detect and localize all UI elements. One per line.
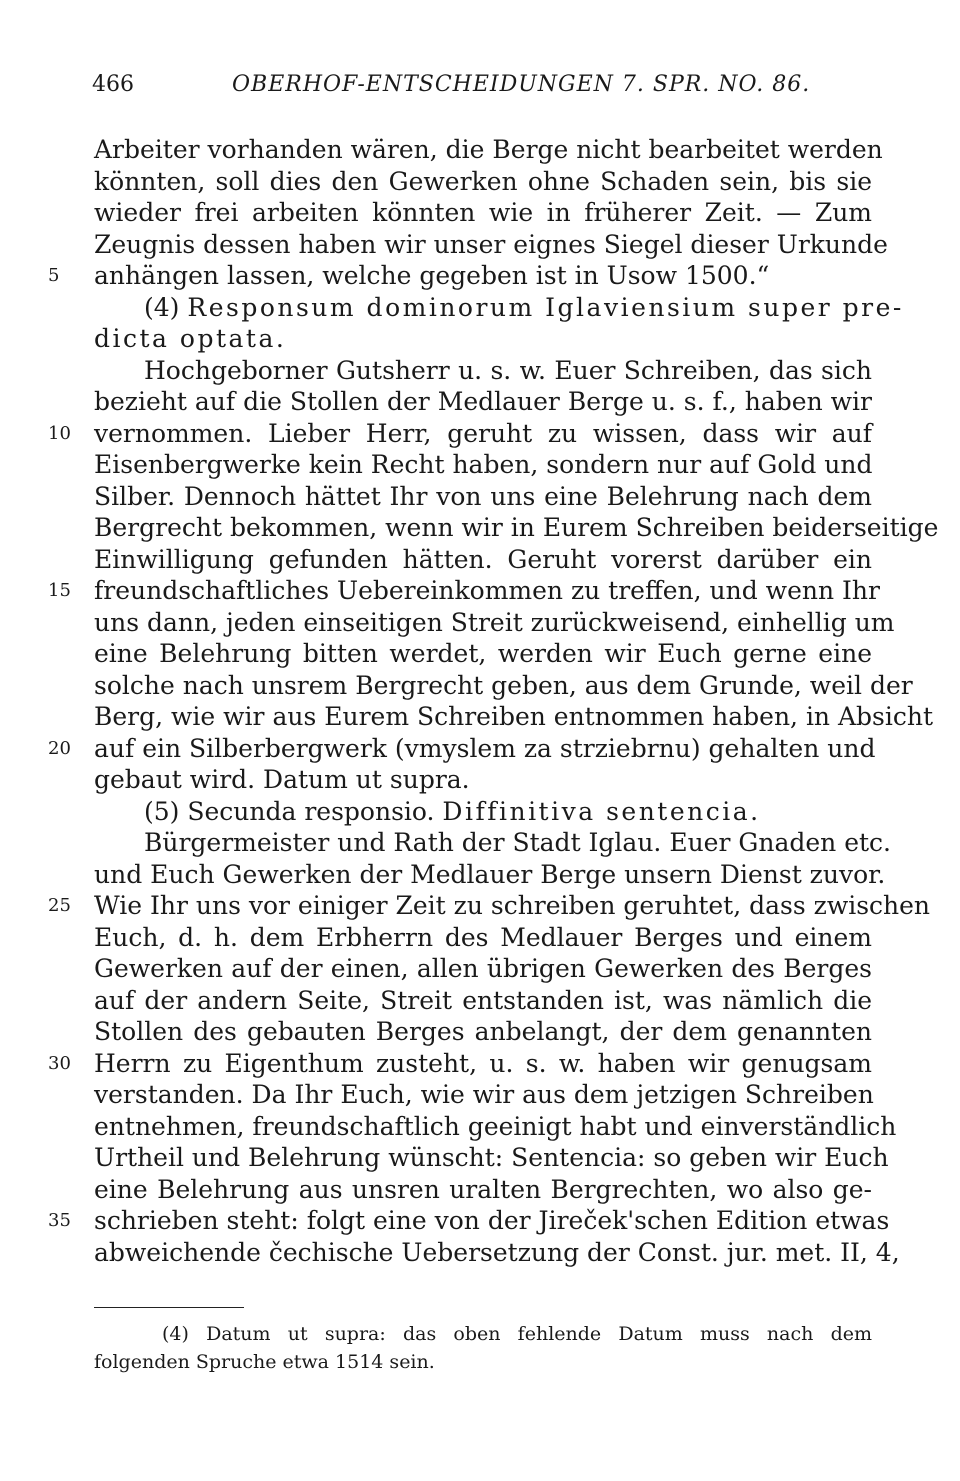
footnote-line: folgenden Spruche etwa 1514 sein. [94, 1351, 435, 1373]
footnote [94, 1320, 872, 1376]
text-line: 35 schrieben steht: folgt eine von der Jireček'schen Edition etwas [48, 1206, 890, 1235]
text-line: 25 Wie Ihr uns vor einiger Zeit zu schreiben geruhtet, dass zwischen [48, 891, 931, 920]
text-line: verstanden. Da Ihr Euch, wie wir aus dem jetzigen Schreiben [94, 1080, 874, 1109]
footnote-rule [94, 1307, 244, 1308]
text-line: uns dann, jeden einseitigen Streit zurückweisend, einhellig um [94, 607, 895, 637]
section-heading: (5) Secunda responsio. Diffinitiva sentencia. [144, 796, 761, 826]
text-line: eine Belehrung aus unsren uralten Bergrechten, wo also ge- [94, 1174, 872, 1204]
text-line: 20 auf ein Silberbergwerk (vmyslem za strziebrnu) gehalten und [48, 733, 876, 763]
text-line: Bergrecht bekommen, wenn wir in Eurem Schreiben beiderseitige [94, 513, 939, 542]
text-line: wieder frei arbeiten könnten wie in früherer Zeit. — Zum [94, 198, 872, 227]
text-line: 10 vernommen. Lieber Herr, geruht zu wissen, dass wir auf [48, 418, 872, 448]
text-line: Silber. Dennoch hättet Ihr von uns eine Belehrung nach dem [94, 481, 872, 511]
text-line: Berg, wie wir aus Eurem Schreiben entnommen haben, in Absicht [94, 702, 934, 731]
line-number: 20 [48, 737, 71, 759]
section-heading [94, 292, 904, 324]
line-number: 15 [48, 580, 71, 601]
text-line: auf der andern Seite, Streit entstanden ist, was nämlich die [94, 985, 872, 1015]
text-line: 5 anhängen lassen, welche gegeben ist in Usow 1500.“ [48, 261, 770, 290]
text-line: eine Belehrung bitten werdet, werden wir Euch gerne eine [94, 639, 872, 668]
line-number: 30 [48, 1052, 71, 1074]
line-number: 35 [48, 1210, 71, 1231]
footnote-line: (4) Datum ut supra: das oben fehlende Datum muss nach dem [162, 1323, 872, 1345]
body-text [48, 134, 939, 1268]
text-line: Arbeiter vorhanden wären, die Berge nicht bearbeitet werden [94, 135, 883, 164]
section-title: Diffinitiva sentencia. [442, 796, 761, 826]
section-marker: (4) [144, 292, 180, 322]
page-number: 466 [92, 72, 134, 97]
text-line: Gewerken auf der einen, allen übrigen Gewerken des Berges [94, 954, 872, 983]
text-line: Eisenbergwerke kein Recht haben, sondern nur auf Gold und [94, 450, 873, 479]
line-number: 10 [48, 422, 71, 444]
text-line: Bürgermeister und Rath der Stadt Iglau. Euer Gnaden etc. [144, 828, 891, 857]
text-line: 15 freundschaftliches Uebereinkommen zu treffen, und wenn Ihr [48, 576, 880, 605]
text-line: könnten, soll dies den Gewerken ohne Schaden sein, bis sie [94, 166, 872, 196]
text-line: Euch, d. h. dem Erbherrn des Medlauer Berges und einem [94, 922, 872, 952]
text-line: Hochgeborner Gutsherr u. s. w. Euer Schreiben, das sich [144, 355, 872, 385]
line-number: 5 [48, 265, 60, 286]
line-number: 25 [48, 895, 71, 916]
text-line: Urtheil und Belehrung wünscht: Sentencia: so geben wir Euch [94, 1143, 889, 1172]
text-line: gebaut wird. Datum ut supra. [94, 765, 470, 794]
text-line: entnehmen, freundschaftlich geeinigt habt und einverständlich [94, 1111, 897, 1141]
section-title: Responsum dominorum Iglaviensium super pre- [187, 292, 904, 322]
text-line: bezieht auf die Stollen der Medlauer Berge u. s. f., haben wir [94, 387, 872, 416]
text-line: Zeugnis dessen haben wir unser eignes Siegel dieser Urkunde [94, 229, 888, 259]
text-line: solche nach unsrem Bergrecht geben, aus dem Grunde, weil der [94, 670, 913, 700]
text-line: und Euch Gewerken der Medlauer Berge unsern Dienst zuvor. [94, 859, 886, 889]
text-line: Einwilligung gefunden hätten. Geruht vorerst darüber ein [94, 544, 872, 574]
page-header [92, 72, 872, 108]
running-title: OBERHOF-ENTSCHEIDUNGEN 7. SPR. NO. 86. [232, 72, 811, 97]
text-line: 30 Herrn zu Eigenthum zusteht, u. s. w. haben wir genugsam [48, 1048, 872, 1078]
text-line: Stollen des gebauten Berges anbelangt, der dem genannten [94, 1017, 872, 1046]
section-heading-cont: dicta optata. [94, 324, 287, 353]
text-line: abweichende čechische Uebersetzung der Const. jur. met. II, 4, [94, 1237, 900, 1267]
